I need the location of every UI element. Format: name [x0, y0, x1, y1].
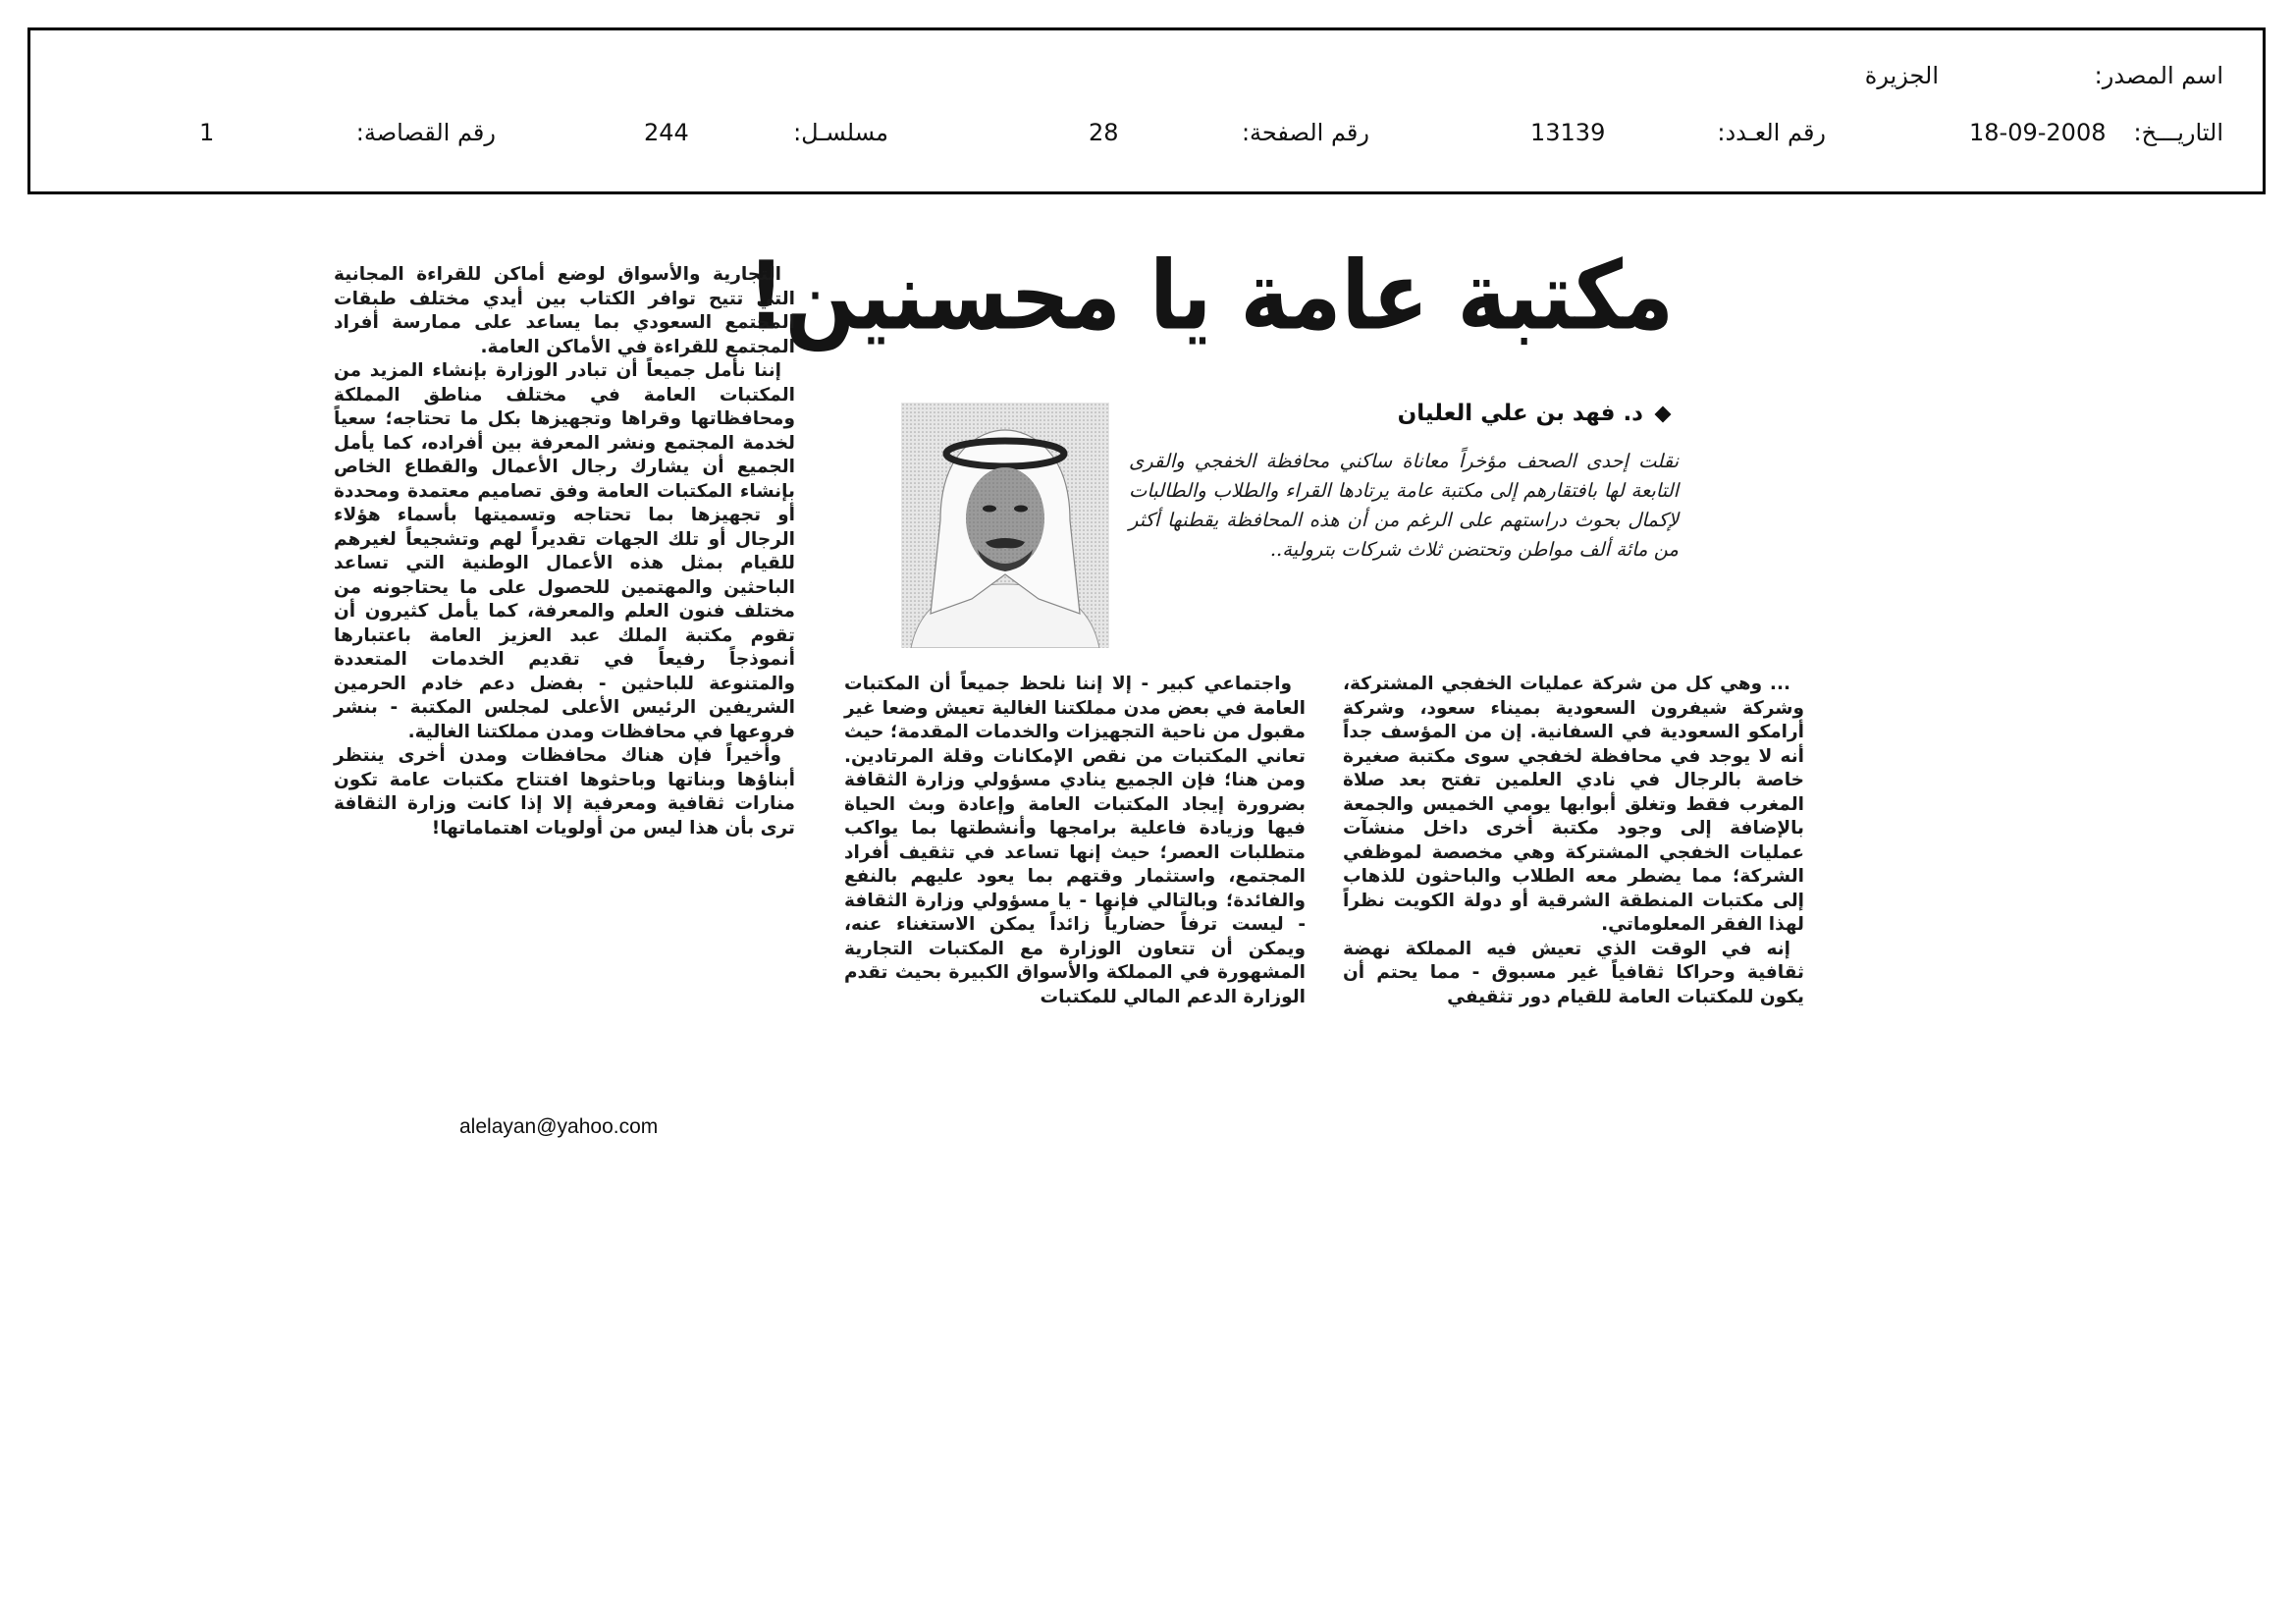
paragraph: إننا نأمل جميعاً أن تبادر الوزارة بإنشاء المزيد من المكتبات العامة في مختلف مناطق المملكة ومحافظاتها وقراها وتجهيزها بكل ما تحتاجه؛ سعياً لخدمة المجتمع ونشر المعرفة بين أفراده، كما يأمل الجميع أن يشارك رجال الأعمال والقطاع الخاص بإنشاء المكتبات العامة وفق تصاميم معتمدة ومحددة أو تجهيزها بما تحتاجه وتسميتها بأسماء هؤلاء الرجال أو تلك الجهات تقديراً لهم وتشجيعاً لغيرهم للقيام بمثل هذه الأعمال الوطنية التي تساعد الباحثين والمهتمين للحصول على ما يحتاجونه من مختلف فنون العلم والمعرفة، كما يأمل كثيرون أن تقوم مكتبة الملك عبد العزيز العامة باعتبارها أنموذجاً رفيعاً في تقديم الخدمات المتعددة والمتنوعة للباحثين - بفضل دعم خادم الحرمين الشريفين الرئيس الأعلى لمجلس المكتبة - بنشر فروعها في محافظات ومدن مملكتنا الغالية. [334, 360, 795, 742]
page-label: رقم الصفحة: [1241, 119, 1369, 146]
clip-label: رقم القصاصة: [355, 119, 496, 146]
issue-value: 13139 [1530, 119, 1606, 146]
author-photo [901, 403, 1109, 648]
paragraph: إنه في الوقت الذي تعيش فيه المملكة نهضة ثقافية وحراكا ثقافياً غير مسبوق - مما يحتم أن يكون للمكتبات العامة للقيام دور تثقيفي [1343, 938, 1804, 1007]
serial-label: مسلسـل: [793, 119, 888, 146]
clip-value: 1 [199, 119, 215, 146]
date-label: التاريـــخ: [2133, 119, 2223, 146]
serial-value: 244 [644, 119, 689, 146]
source-value: الجزيرة [1864, 62, 1939, 89]
article-headline: مكتبة عامة يا محسنين! [747, 241, 1674, 352]
source-label: اسم المصدر: [2094, 62, 2223, 89]
date-value: 18-09-2008 [1969, 119, 2107, 146]
clipping-header [27, 27, 2266, 194]
paragraph: ... وهي كل من شركة عمليات الخفجي المشتركة، وشركة شيفرون السعودية بميناء سعود، وشركة أرامكو السعودية في السفانية. إن من المؤسف جداً أنه لا يوجد في محافظة لخفجي سوى مكتبة صغيرة خاصة بالرجال في نادي العلمين تفتح بعد صلاة المغرب فقط وتغلق أبوابها يومي الخميس والجمعة بالإضافة إلى وجود مكتبة أخرى داخل منشآت عمليات الخفجي المشتركة وهي مخصصة لموظفي الشركة؛ مما يضطر معه الطلاب والباحثون للذهاب إلى مكتبات المنطقة الشرقية أو دولة الكويت نظراً لهذا الفقر المعلوماتي. [1343, 674, 1804, 935]
article-column-1 [1343, 673, 1804, 1009]
issue-label: رقم العـدد: [1717, 119, 1826, 146]
author-email: alelayan@yahoo.com [459, 1115, 659, 1138]
page-value: 28 [1089, 119, 1119, 146]
paragraph: واجتماعي كبير - إلا إننا نلحظ جميعاً أن المكتبات العامة في بعض مدن مملكتنا الغالية تعيش وضعا غير مقبول من ناحية التجهيزات والخدمات المقدمة؛ حيث تعاني المكتبات من نقص الإمكانات وقلة المرتادين. ومن هنا؛ فإن الجميع ينادي مسؤولي وزارة الثقافة بضرورة إيجاد المكتبات العامة وإعادة وبث الحياة فيها وزيادة فاعلية برامجها وأنشطتها بما يواكب متطلبات العصر؛ حيث إنها تساعد في تثقيف أفراد المجتمع، واستثمار وقتهم بما يعود عليهم بالنفع والفائدة؛ وبالتالي فإنها - يا مسؤولي وزارة الثقافة - ليست ترفاً حضارياً زائداً يمكن الاستغناء عنه، ويمكن أن تتعاون الوزارة مع المكتبات التجارية المشهورة في المملكة والأسواق الكبيرة بحيث تقدم الوزارة الدعم المالي للمكتبات [844, 674, 1306, 1007]
paragraph: التجارية والأسواق لوضع أماكن للقراءة المجانية التي تتيح توافر الكتاب بين أيدي مختلف طبقات المجتمع السعودي بما يساعد على ممارسة أفراد المجتمع للقراءة في الأماكن العامة. [334, 264, 795, 357]
article-column-2 [844, 673, 1306, 1009]
author-name: د. فهد بن علي العليان [1397, 401, 1643, 426]
article-column-3 [334, 263, 795, 840]
article-lead: نقلت إحدى الصحف مؤخراً معاناة ساكني محافظة الخفجي والقرى التابعة لها بافتقارهم إلى مكتبة عامة يرتادها القراء والطلاب والطالبات لإكمال بحوث دراستهم على الرغم من أن هذه المحافظة يقطنها أكثر من مائة ألف مواطن وتحتضن ثلاث شركات بترولية.. [1129, 450, 1679, 561]
bullet-diamond-icon [1655, 406, 1672, 422]
article-byline [1119, 401, 1669, 426]
paragraph: وأخيراً فإن هناك محافظات ومدن أخرى ينتظر أبناؤها وبناتها وباحثوها افتتاح مكتبات عامة تكون منارات ثقافية ومعرفية إلا إذا كانت وزارة الثقافة ترى بأن هذا ليس من أولويات اهتماماتها! [334, 745, 795, 839]
